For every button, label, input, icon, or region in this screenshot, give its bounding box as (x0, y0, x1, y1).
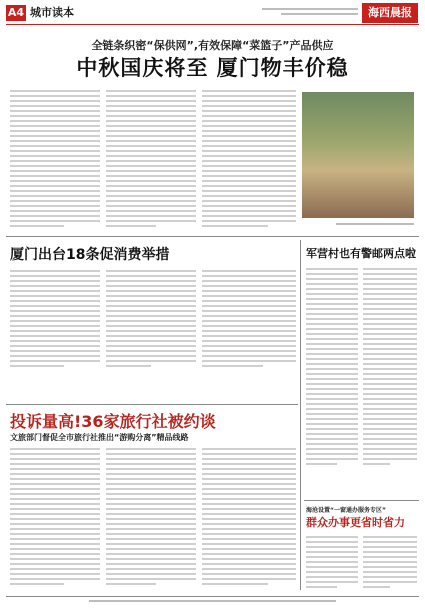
lead-headline: 中秋国庆将至 厦门物丰价稳 (76, 56, 349, 80)
footer-line (6, 600, 419, 602)
story3-body-col-3 (202, 448, 296, 588)
section-divider-2 (6, 404, 298, 405)
story5-body-col-1 (306, 536, 358, 591)
lead-body-col-1 (10, 90, 100, 230)
story4-body-col-1 (306, 268, 358, 468)
section-name: 城市读本 (30, 6, 74, 19)
market-photo (302, 92, 414, 218)
story2-body-col-3 (202, 270, 296, 370)
story3-body-col-2 (106, 448, 196, 588)
masthead-rule (6, 24, 419, 25)
story4-body-col-2 (363, 268, 417, 468)
footer-rule (6, 596, 419, 597)
story5-headline: 群众办事更省时省力 (306, 516, 405, 529)
lead-body-col-3 (202, 90, 296, 230)
lead-kicker: 全链条织密“保供网”,有效保障“菜篮子”产品供应 (91, 39, 334, 52)
story3-subhead: 文旅部门督促全市旅行社推出“游购分离”精品线路 (10, 433, 189, 442)
newspaper-logo: 海西晨报 (362, 3, 418, 23)
section-divider-1 (6, 236, 419, 237)
column-divider (300, 240, 301, 590)
issue-meta (262, 6, 358, 15)
story4-headline: 军营村也有警邮两点啦 (306, 247, 416, 260)
page-number: A4 (7, 6, 25, 19)
photo-caption (302, 221, 414, 225)
story2-body-col-2 (106, 270, 196, 370)
story5-kicker: 海沧设置“一窗通办服务专区” (306, 507, 386, 514)
story5-body-col-2 (363, 536, 417, 591)
lead-body-col-2 (106, 90, 196, 230)
story3-headline: 投诉量高!36家旅行社被约谈 (10, 412, 216, 431)
section-divider-3 (304, 500, 419, 501)
story3-body-col-1 (10, 448, 100, 588)
story2-body-col-1 (10, 270, 100, 370)
story2-headline: 厦门出台18条促消费举措 (10, 247, 170, 263)
